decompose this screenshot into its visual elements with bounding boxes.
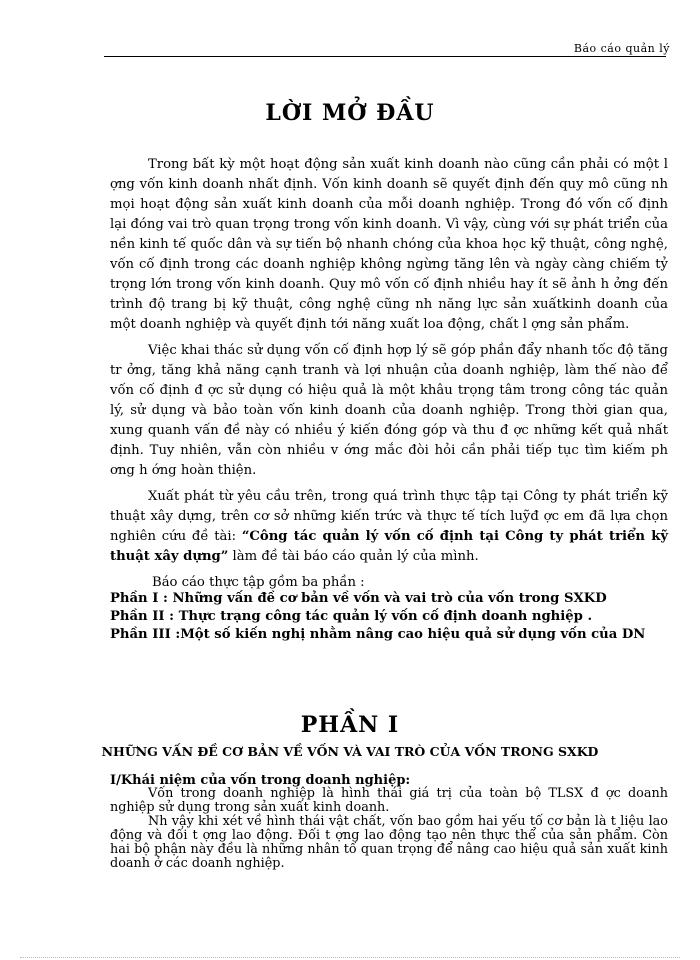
paragraph-text: Xuất phát từ yêu cầu trên, trong quá trình thực tập tại Công ty phát triển kỹ thuật xây dựng, trên cơ sở những kiến trức và thực tế tích luỹđ ợc em đã lựa chọn nghiên cứu đề tài:	[110, 489, 668, 544]
section-subtitle: NHỮNG VẤN ĐỀ CƠ BẢN VỀ VỐN VÀ VAI TRÒ CỦA VỐN TRONG SXKD	[101, 744, 599, 759]
intro-body	[110, 155, 668, 593]
page-header: Báo cáo quản lý	[573, 42, 670, 55]
parts-intro: Báo cáo thực tập gồm ba phần :	[152, 575, 365, 590]
page-title: LỜI MỞ ĐẦU	[265, 100, 435, 126]
paragraph	[110, 487, 668, 567]
parts-list	[110, 590, 680, 644]
paragraph-text: làm đề tài báo cáo quản lý của mình.	[228, 549, 479, 564]
part-item: Phần II : Thực trạng công tác quản lý vốn cố định doanh nghiệp .	[110, 609, 593, 624]
page-bottom-rule	[20, 957, 680, 958]
topic-title: “Công tác quản lý vốn cố định tại Công ty phát triển kỹ thuật xây dựng”	[110, 529, 668, 564]
part-item: Phần I : Những vấn đề cơ bản về vốn và vai trò của vốn trong SXKD	[110, 591, 607, 606]
paragraph: Việc khai thác sử dụng vốn cố định hợp lý sẽ góp phần đẩy nhanh tốc độ tăng tr ởng, tăng khả năng cạnh tranh và lợi nhuận của doanh nghiệp, làm thế nào để vốn cố định đ ợc sử dụng có hiệu quả là một khâu trọng tâm trong công tác quản lý, sử dụng và bảo toàn vốn kinh doanh của doanh nghiệp. Trong thời gian qua, xung quanh vấn đề này có nhiều ý kiến đóng góp và thu đ ợc những kết quả nhất định. Tuy nhiên, vẫn còn nhiều v ớng mắc đòi hỏi cần phải tiếp tục tìm kiếm ph ơng h ớng hoàn thiện.	[110, 343, 668, 478]
paragraph: Nh vậy khi xét về hình thái vật chất, vốn bao gồm hai yếu tố cơ bản là t liệu lao động và đối t ợng lao động. Đối t ợng lao động tạo nên thực thể của sản phẩm. Còn hai bộ phận này đều là những nhân tố quan trọng để nâng cao hiệu quả sản xuất kinh doanh ở các doanh nghiệp.	[110, 814, 668, 871]
paragraph: Vốn trong doanh nghiệp là hình thái giá trị của toàn bộ TLSX đ ợc doanh nghiệp sử dụng trong sản xuất kinh doanh.	[110, 786, 668, 815]
section-title: PHẦN I	[300, 712, 400, 738]
part-item: Phần III :Một số kiến nghị nhằm nâng cao hiệu quả sử dụng vốn của DN	[110, 627, 646, 642]
header-rule	[104, 56, 666, 57]
paragraph: Trong bất kỳ một hoạt động sản xuất kinh doanh nào cũng cần phải có một l ợng vốn kinh doanh nhất định. Vốn kinh doanh sẽ quyết định đến quy mô cũng nh mọi hoạt động sản xuất kinh doanh của mỗi doanh nghiệp. Trong đó vốn cố định lại đóng vai trò quan trọng trong vốn kinh doanh. Vì vậy, cùng với sự phát triển của nền kinh tế quốc dân và sự tiến bộ nhanh chóng của khoa học kỹ thuật, công nghệ, vốn cố định trong các doanh nghiệp không ngừng tăng lên và ngày càng chiếm tỷ trọng lớn trong vốn kinh doanh. Quy mô vốn cố định nhiều hay ít sẽ ảnh h ởng đến trình độ trang bị kỹ thuật, công nghệ cũng nh năng lực sản xuấtkinh doanh của một doanh nghiệp và quyết định tới năng xuất loa động, chất l ợng sản phẩm.	[110, 157, 668, 332]
section-body	[110, 787, 668, 871]
section-heading: I/Khái niệm của vốn trong doanh nghiệp:	[110, 773, 411, 788]
